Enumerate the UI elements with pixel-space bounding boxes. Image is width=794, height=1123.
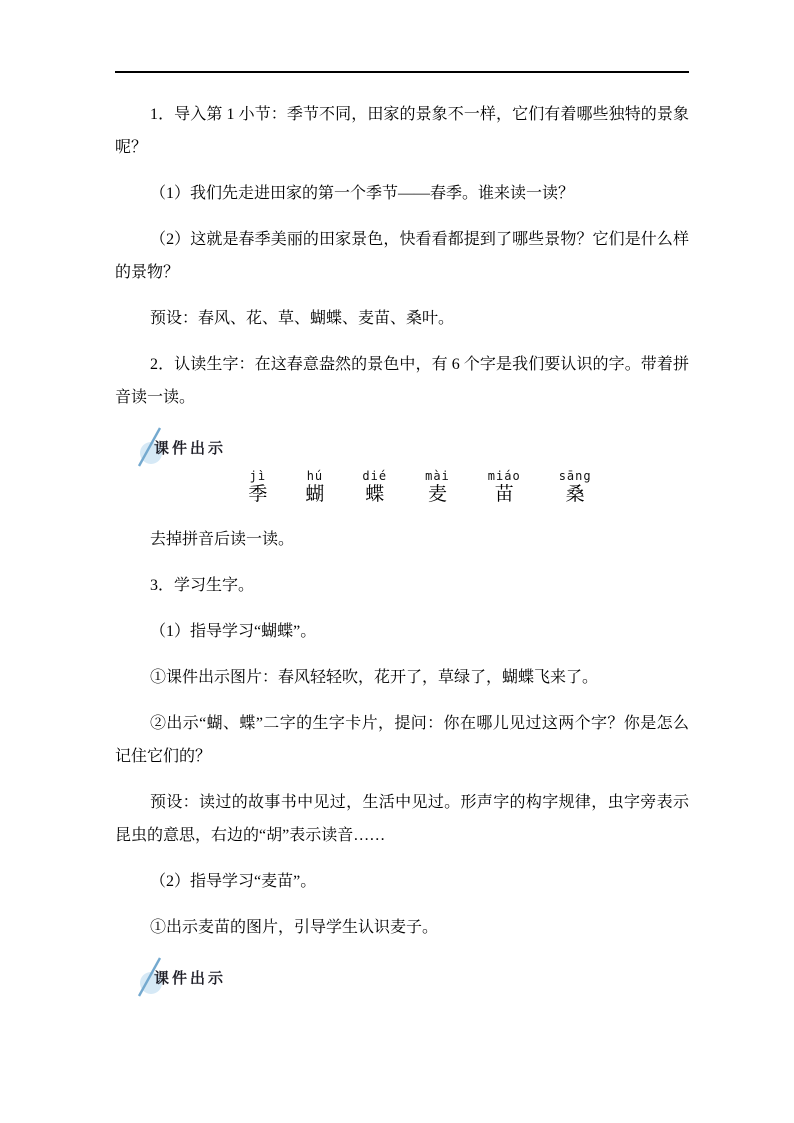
pinyin-annotation: jì	[249, 469, 267, 483]
courseware-label: 课件出示	[154, 440, 227, 457]
pinyin-item	[488, 469, 521, 507]
courseware-callout	[133, 957, 689, 997]
pinyin-annotation: sāng	[558, 469, 592, 483]
pinyin-word-list	[115, 469, 689, 507]
hanzi-character: 麦	[427, 484, 447, 505]
courseware-callout	[133, 427, 689, 467]
paragraph: （1）我们先走进田家的第一个季节——春季。谁来读一读？	[150, 185, 575, 202]
hanzi-character: 苗	[494, 484, 514, 505]
pinyin-item	[248, 469, 267, 507]
paragraph: 预设：读过的故事书中见过，生活中见过。形声字的构字规律，虫字旁表示昆虫的意思，右边的“胡”表示读音……	[115, 794, 689, 844]
pinyin-annotation: hú	[306, 469, 324, 483]
pinyin-item	[425, 469, 450, 507]
courseware-label: 课件出示	[154, 970, 227, 987]
pinyin-annotation: dié	[362, 469, 388, 483]
paragraph: ②出示“蝴、蝶”二字的生字卡片，提问：你在哪儿见过这两个字？你是怎么记住它们的？	[115, 715, 689, 765]
pinyin-annotation: mài	[425, 469, 450, 483]
paragraph: 去掉拼音后读一读。	[150, 531, 295, 548]
paragraph: 3．学习生字。	[150, 577, 255, 594]
paragraph: （2）指导学习“麦苗”。	[150, 873, 317, 890]
pinyin-item	[362, 469, 387, 507]
paragraph: ①出示麦苗的图片，引导学生认识麦子。	[150, 919, 439, 936]
pinyin-item	[559, 469, 592, 507]
paragraph: ①课件出示图片：春风轻轻吹，花开了，草绿了，蝴蝶飞来了。	[150, 669, 599, 686]
pinyin-item	[305, 469, 324, 507]
document-body	[115, 98, 689, 997]
paragraph: （2）这就是春季美丽的田家景色，快看看都提到了哪些景物？它们是什么样的景物？	[115, 231, 689, 281]
paragraph: 1．导入第 1 小节：季节不同，田家的景象不一样，它们有着哪些独特的景象呢？	[115, 106, 689, 156]
hanzi-character: 季	[248, 484, 268, 505]
hanzi-character: 桑	[565, 484, 585, 505]
hanzi-character: 蝴	[305, 484, 325, 505]
pinyin-annotation: miáo	[487, 469, 521, 483]
hanzi-character: 蝶	[365, 484, 385, 505]
paragraph: （1）指导学习“蝴蝶”。	[150, 623, 317, 640]
paragraph: 2．认读生字：在这春意盎然的景色中，有 6 个字是我们要认识的字。带着拼音读一读。	[115, 356, 689, 406]
top-divider-line	[115, 71, 689, 73]
paragraph: 预设：春风、花、草、蝴蝶、麦苗、桑叶。	[150, 310, 455, 327]
